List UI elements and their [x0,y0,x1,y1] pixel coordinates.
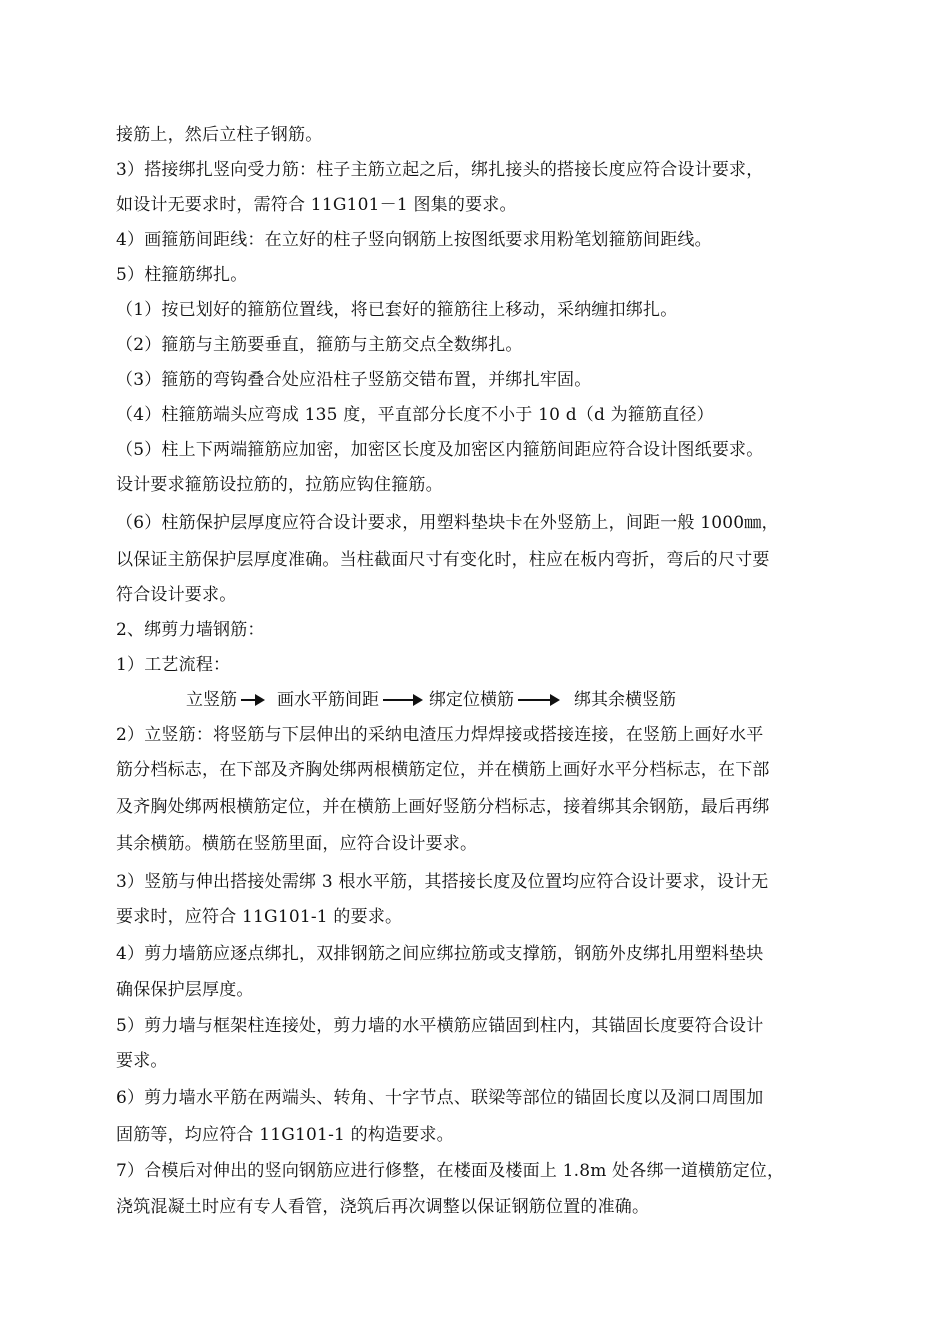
text-line: 5）剪力墙与框架柱连接处，剪力墙的水平横筋应锚固到柱内，其锚固长度要符合设计 [116,1016,764,1036]
text-line: 以保证主筋保护层厚度准确。当柱截面尺寸有变化时，柱应在板内弯折，弯后的尺寸要 [116,550,770,570]
process-flow [186,688,676,712]
text-line: 符合设计要求。 [116,585,237,605]
section-heading: 2、绑剪力墙钢筋： [116,620,265,640]
flow-step: 立竖筋 [186,690,237,710]
flow-step: 绑其余横竖筋 [574,690,676,710]
text-line: 5）柱箍筋绑扎。 [116,265,248,285]
text-line: 要求时，应符合 11G101-1 的要求。 [116,907,403,927]
right-arrow-icon [383,699,421,701]
text-line: 接筋上，然后立柱子钢筋。 [116,125,323,145]
text-line: 要求。 [116,1051,168,1071]
text-line: 1）工艺流程： [116,655,231,675]
text-line: 4）画箍筋间距线：在立好的柱子竖向钢筋上按图纸要求用粉笔划箍筋间距线。 [116,230,712,250]
text-line: （3）箍筋的弯钩叠合处应沿柱子竖筋交错布置，并绑扎牢固。 [116,370,592,390]
text-line: 3）搭接绑扎竖向受力筋：柱子主筋立起之后，绑扎接头的搭接长度应符合设计要求， [116,160,764,180]
right-arrow-icon [518,699,558,701]
text-line: 筋分档标志，在下部及齐胸处绑两根横筋定位，并在横筋上画好水平分档标志，在下部 [116,760,770,780]
text-line: （2）箍筋与主筋要垂直，箍筋与主筋交点全数绑扎。 [116,335,523,355]
text-line: 3）竖筋与伸出搭接处需绑 3 根水平筋，其搭接长度及位置均应符合设计要求，设计无 [116,872,769,892]
text-line: 2）立竖筋：将竖筋与下层伸出的采纳电渣压力焊焊接或搭接连接，在竖筋上画好水平 [116,725,764,745]
text-line: （1）按已划好的箍筋位置线，将已套好的箍筋往上移动，采纳缠扣绑扎。 [116,300,678,320]
text-line: （6）柱筋保护层厚度应符合设计要求，用塑料垫块卡在外竖筋上，间距一般 1000㎜， [116,513,779,533]
flow-step: 绑定位横筋 [429,690,514,710]
text-line: （4）柱箍筋端头应弯成 135 度，平直部分长度不小于 10 d（d 为箍筋直径） [116,405,714,425]
text-line: 确保保护层厚度。 [116,980,254,1000]
flow-step: 画水平筋间距 [277,690,379,710]
text-line: 7）合模后对伸出的竖向钢筋应进行修整，在楼面及楼面上 1.8m 处各绑一道横筋定位， [116,1161,785,1181]
text-line: 设计要求箍筋设拉筋的，拉筋应钩住箍筋。 [116,475,443,495]
text-line: 如设计无要求时，需符合 11G101－1 图集的要求。 [116,195,517,215]
text-line: 浇筑混凝土时应有专人看管，浇筑后再次调整以保证钢筋位置的准确。 [116,1197,650,1217]
right-arrow-icon [241,699,263,701]
text-line: 4）剪力墙筋应逐点绑扎，双排钢筋之间应绑拉筋或支撑筋，钢筋外皮绑扎用塑料垫块 [116,944,764,964]
text-line: 及齐胸处绑两根横筋定位，并在横筋上画好竖筋分档标志，接着绑其余钢筋，最后再绑 [116,797,770,817]
text-line: 固筋等，均应符合 11G101-1 的构造要求。 [116,1125,454,1145]
text-line: 6）剪力墙水平筋在两端头、转角、十字节点、联梁等部位的锚固长度以及洞口周围加 [116,1088,764,1108]
text-line: （5）柱上下两端箍筋应加密，加密区长度及加密区内箍筋间距应符合设计图纸要求。 [116,440,764,460]
text-line: 其余横筋。横筋在竖筋里面，应符合设计要求。 [116,834,478,854]
